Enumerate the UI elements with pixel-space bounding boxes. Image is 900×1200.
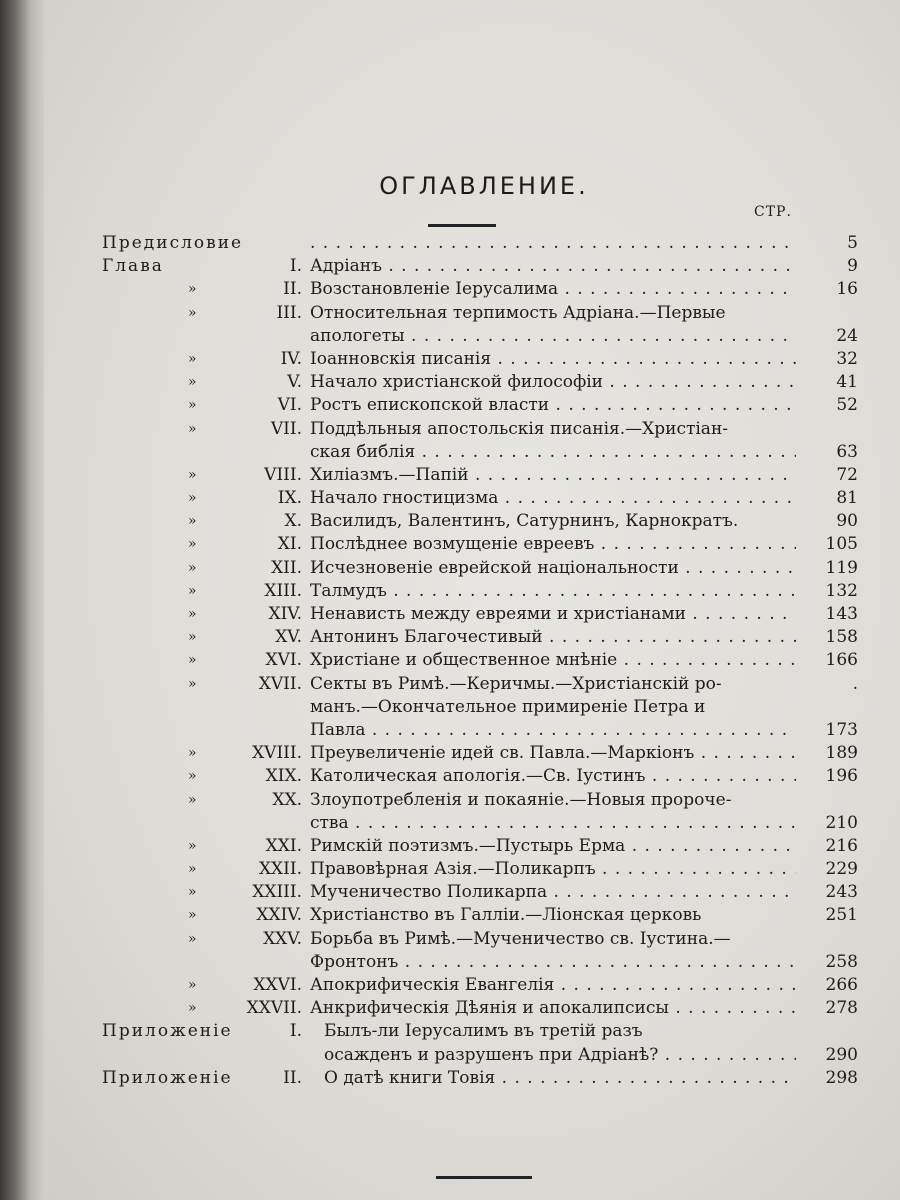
toc-row (102, 603, 858, 626)
chapter-title-text: Борьба въ Римѣ.—Мученичество св. Іустина.— (310, 928, 731, 949)
chapter-numeral: I. (289, 1021, 302, 1042)
chapter-title (310, 765, 796, 788)
chapter-title (310, 371, 796, 394)
ditto-mark: » (188, 745, 197, 762)
page-number: 119 (825, 557, 858, 578)
ditto-mark: » (188, 559, 197, 576)
chapter-title (310, 951, 796, 974)
page-number: 5 (847, 233, 858, 253)
ditto-mark: » (188, 606, 197, 622)
page-number: 24 (836, 325, 858, 346)
chapter-title-text: Антонинъ Благочестивый (310, 627, 543, 648)
chapter-numeral: XII. (271, 557, 302, 578)
toc-row (102, 1044, 858, 1067)
page-number: 251 (825, 905, 858, 926)
page-number: 210 (825, 812, 858, 833)
page-number: 216 (825, 835, 858, 856)
page-number: 278 (825, 998, 858, 1019)
chapter-numeral: VI. (277, 395, 302, 416)
chapter-title (310, 278, 796, 301)
toc-row (102, 533, 858, 556)
toc-row (102, 742, 858, 765)
chapter-title-text: Христіане и общественное мнѣніе (310, 650, 618, 671)
chapter-title-text: осажденъ и разрушенъ при Адріанѣ? (324, 1044, 659, 1065)
page-number: . (852, 673, 858, 694)
chapter-title-text: Ненависть между евреями и христіанами (310, 604, 686, 624)
chapter-title-text: манъ.—Окончательное примиреніе Петра и (310, 696, 706, 717)
toc-row (102, 928, 858, 951)
chapter-title-text: Возстановленіе Іерусалима (310, 279, 559, 300)
chapter-numeral: X. (284, 511, 302, 532)
chapter-title (310, 835, 796, 858)
ditto-mark: » (188, 420, 197, 437)
toc-row (102, 835, 858, 858)
chapter-title (310, 742, 796, 765)
toc-row (102, 951, 858, 974)
chapter-title (310, 302, 796, 325)
chapter-title (310, 232, 796, 255)
chapter-title (310, 394, 796, 417)
chapter-title (310, 997, 796, 1020)
chapter-title (310, 812, 796, 835)
toc-row (102, 696, 858, 719)
ditto-mark: » (188, 791, 197, 808)
chapter-numeral: XVIII. (252, 743, 302, 764)
chapter-numeral: XV. (275, 627, 302, 648)
toc-row (102, 812, 858, 835)
page-number: 72 (836, 464, 858, 485)
chapter-numeral: XXVI. (253, 975, 302, 995)
chapter-numeral: XXIII. (252, 882, 302, 903)
chapter-title-text: ства (310, 812, 349, 833)
chapter-numeral: XVI. (265, 650, 302, 671)
toc-row (102, 974, 858, 997)
chapter-numeral: XXI. (265, 835, 302, 856)
ditto-mark: » (188, 629, 197, 646)
chapter-title (310, 325, 796, 348)
page-number: 16 (836, 279, 858, 300)
chapter-numeral: II. (283, 1067, 302, 1088)
ditto-mark: » (188, 281, 197, 298)
ditto-mark: » (188, 466, 197, 483)
chapter-title-text: Начало гностицизма (310, 488, 499, 509)
chapter-title (310, 626, 796, 649)
chapter-title (310, 487, 796, 510)
book-spine-shadow (0, 0, 44, 1200)
chapter-title-text: Секты въ Римѣ.—Керичмы.—Христіанскій ро- (310, 673, 722, 694)
chapter-title-text: Католическая апологія.—Св. Іустинъ (310, 766, 646, 787)
chapter-title-text: Начало христіанской философіи (310, 372, 604, 393)
toc-row (102, 789, 858, 812)
toc-row (102, 904, 858, 927)
chapter-title (310, 881, 796, 904)
chapter-title (310, 464, 796, 487)
toc-prefix: Глава (102, 256, 164, 277)
toc-row (102, 441, 858, 464)
page-number: 189 (825, 743, 858, 764)
chapter-title (310, 557, 796, 580)
chapter-title-text: Адріанъ (310, 256, 382, 277)
chapter-title (324, 1067, 796, 1090)
chapter-title (310, 348, 796, 371)
ditto-mark: » (188, 768, 197, 785)
chapter-title-text: Послѣднее возмущеніе евреевъ (310, 534, 595, 555)
chapter-title-text: Павла (310, 719, 366, 740)
chapter-title (310, 719, 796, 742)
ditto-mark: » (188, 513, 197, 530)
page-number: 81 (836, 488, 858, 509)
chapter-title-text: Преувеличеніе идей св. Павла.—Маркіонъ (310, 743, 695, 764)
table-of-contents (102, 232, 858, 1090)
chapter-title-text: Правовѣрная Азія.—Поликарпъ (310, 859, 596, 880)
page-number: 52 (836, 395, 858, 416)
toc-row (102, 464, 858, 487)
page-number: 41 (836, 372, 858, 393)
toc-row (102, 371, 858, 394)
ditto-mark: » (188, 884, 197, 901)
chapter-title (310, 580, 796, 603)
chapter-title (310, 649, 796, 672)
chapter-title-text: Хиліазмъ.—Папій (310, 464, 469, 485)
chapter-title-text: Исчезновеніе еврейской національности (310, 557, 679, 578)
page-title: ОГЛАВЛЕНИЕ. (379, 172, 589, 200)
chapter-title-text: Анкрифическія Дѣянія и апокалипсисы (310, 998, 669, 1019)
ditto-mark: » (188, 652, 197, 669)
ditto-mark: » (188, 582, 197, 599)
chapter-numeral: XXII. (258, 859, 302, 880)
chapter-title-text: Злоупотребленія и покаяніе.—Новыя пророче- (310, 789, 732, 810)
toc-row (102, 881, 858, 904)
ditto-mark: » (188, 536, 197, 553)
ditto-mark: » (188, 374, 197, 391)
toc-row (102, 557, 858, 580)
chapter-title (310, 858, 796, 881)
page-number: 9 (847, 256, 858, 277)
chapter-numeral: II. (283, 279, 302, 300)
chapter-title (310, 441, 796, 464)
ditto-mark: » (188, 490, 197, 507)
chapter-numeral: IX. (277, 488, 302, 509)
toc-row (102, 510, 858, 533)
page-number: 196 (825, 766, 858, 787)
chapter-numeral: XI. (277, 534, 302, 555)
chapter-title (310, 904, 796, 927)
title-divider (428, 224, 496, 227)
chapter-numeral: I. (289, 256, 302, 277)
toc-prefix: Приложеніе (102, 1021, 233, 1042)
chapter-title-text: Поддѣльныя апостольскія писанія.—Христіан- (310, 418, 729, 439)
chapter-numeral: XIV. (268, 604, 302, 624)
ditto-mark: » (188, 397, 197, 414)
toc-prefix: Приложеніе (102, 1067, 233, 1088)
page-column-label: СТР. (754, 204, 792, 220)
toc-row (102, 325, 858, 348)
chapter-title (310, 533, 796, 556)
toc-row (102, 649, 858, 672)
toc-row (102, 232, 858, 255)
ditto-mark: » (188, 930, 197, 947)
page-number: 229 (825, 859, 858, 880)
chapter-title-text: апологеты (310, 325, 405, 346)
page-number: 166 (825, 650, 858, 671)
ditto-mark: » (188, 1000, 197, 1017)
toc-row (102, 626, 858, 649)
page-number: 173 (825, 719, 858, 740)
chapter-numeral: XXVII. (246, 998, 302, 1019)
ditto-mark: » (188, 977, 197, 993)
chapter-title (310, 974, 796, 997)
chapter-title-text: Относительная терпимость Адріана.—Первые (310, 302, 726, 323)
page-number: 266 (825, 975, 858, 995)
page-number: 143 (825, 604, 858, 624)
toc-row (102, 719, 858, 742)
page-number: 290 (825, 1044, 858, 1065)
chapter-title-text: Іоанновскія писанія (310, 348, 492, 369)
page-number: 298 (825, 1067, 858, 1088)
chapter-title-text: Фронтонъ (310, 951, 399, 972)
chapter-title (310, 696, 796, 719)
toc-row (102, 997, 858, 1020)
book-page (44, 0, 900, 1200)
chapter-numeral: VIII. (264, 464, 302, 485)
chapter-title (324, 1020, 796, 1043)
page-number: 132 (825, 580, 858, 601)
chapter-title (310, 510, 796, 533)
ditto-mark: » (188, 861, 197, 878)
chapter-title (310, 673, 796, 696)
chapter-title-text: ская библія (310, 441, 416, 462)
chapter-title-text: Ростъ епископской власти (310, 395, 550, 416)
toc-row (102, 1020, 858, 1043)
toc-row (102, 278, 858, 301)
chapter-title (310, 255, 796, 278)
page-number: 90 (836, 511, 858, 532)
chapter-numeral: XXV. (263, 928, 302, 949)
toc-row (102, 302, 858, 325)
chapter-title (310, 603, 796, 626)
chapter-title-text: Василидъ, Валентинъ, Сатурнинъ, Карнократъ. (310, 511, 739, 532)
toc-row (102, 487, 858, 510)
toc-row (102, 418, 858, 441)
chapter-title-text: Мученичество Поликарпа (310, 882, 548, 903)
ditto-mark: » (188, 907, 197, 924)
chapter-title-text: Апокрифическія Евангелія (310, 975, 555, 995)
end-divider (436, 1176, 532, 1179)
chapter-numeral: XIX. (265, 766, 302, 787)
facing-page-text (2, 20, 32, 1180)
page-number: 32 (836, 348, 858, 369)
page-number: 243 (825, 882, 858, 903)
chapter-numeral: XX. (272, 789, 302, 810)
toc-row (102, 673, 858, 696)
chapter-title (310, 928, 796, 951)
chapter-numeral: XVII. (258, 673, 302, 694)
toc-row (102, 394, 858, 417)
chapter-title (310, 789, 796, 812)
toc-row (102, 858, 858, 881)
page-number: 258 (825, 951, 858, 972)
toc-row (102, 1067, 858, 1090)
chapter-numeral: XXIV. (256, 905, 302, 926)
chapter-numeral: III. (276, 302, 302, 323)
toc-row (102, 348, 858, 371)
toc-prefix: Предисловие (102, 233, 244, 253)
chapter-title-text: Талмудъ (310, 580, 387, 601)
chapter-numeral: XIII. (264, 580, 302, 601)
chapter-numeral: IV. (280, 348, 302, 369)
page-number: 63 (836, 441, 858, 462)
chapter-numeral: V. (287, 372, 302, 393)
page-number: 105 (825, 534, 858, 555)
chapter-title-text: Христіанство въ Галліи.—Ліонская церковь (310, 905, 702, 926)
toc-row (102, 765, 858, 788)
ditto-mark: » (188, 304, 197, 321)
chapter-title-text: Римскій поэтизмъ.—Пустырь Ерма (310, 835, 626, 856)
toc-row (102, 580, 858, 603)
ditto-mark: » (188, 350, 197, 367)
chapter-title (324, 1044, 796, 1067)
page-number: 158 (825, 627, 858, 648)
chapter-numeral: VII. (270, 418, 302, 439)
chapter-title (310, 418, 796, 441)
ditto-mark: » (188, 837, 197, 854)
chapter-title-text: Былъ-ли Іерусалимъ въ третій разъ (324, 1021, 643, 1042)
ditto-mark: » (188, 675, 197, 692)
toc-row (102, 255, 858, 278)
chapter-title-text: О датѣ книги Товія (324, 1067, 496, 1088)
